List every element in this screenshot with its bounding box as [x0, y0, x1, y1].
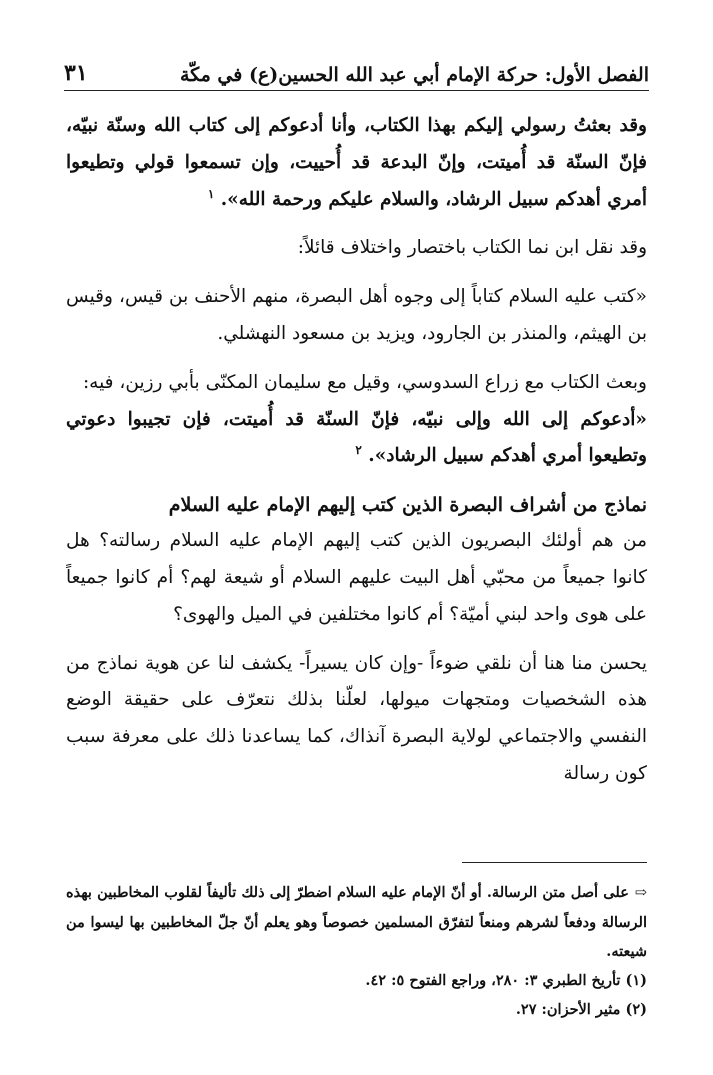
footnote-separator	[462, 862, 647, 863]
basra-recipients-question: من هم أولئك البصريون الذين كتب إليهم الإمام عليه السلام رسالته؟ هل كانوا جميعاً من محبّي أهل البيت عليهم السلام أو شيعة لهم؟ أم كانوا جميعاً على هوى واحد لبني أميّة؟ أم كانوا مختلفين في الميل والهوى؟	[66, 530, 647, 625]
letter-excerpt-paragraph	[66, 108, 647, 218]
section-heading: نماذج من أشراف البصرة الذين كتب إليهم الإمام عليه السلام	[168, 494, 647, 517]
main-text	[66, 108, 647, 793]
letter-recipients-paragraph: «كتب عليه السلام كتاباً إلى وجوه أهل البصرة، منهم الأحنف بن قيس، وقيس بن الهيثم، والمنذر بن الجارود، ويزيد بن مسعود النهشلي.	[66, 286, 647, 344]
page-number: ٣١	[64, 60, 88, 86]
letter-short-quote-text: «أدعوكم إلى الله وإلى نبيّه، فإنّ السنّة قد أُميتت، فإن تجيبوا دعوتي وتطيعوا أمري أهدكم سبيل الرشاد».	[66, 408, 647, 467]
footnote-ref-1: ١	[207, 186, 215, 201]
messenger-paragraph: وبعث الكتاب مع زراع السدوسي، وقيل مع سليمان المكنّى بأبي رزين، فيه:	[82, 371, 647, 393]
chapter-title: الفصل الأول: حركة الإمام أبي عبد الله الحسين(ع) في مكّة	[179, 64, 649, 86]
continuation-arrow-icon: ⇨	[634, 885, 647, 901]
footnote-continued-text: على أصل متن الرسالة. أو أنّ الإمام عليه السلام اضطرّ إلى ذلك تأليفاً لقلوب المخاطبين بهذه الرسالة ودفعاً لشرهم ومنعاً لتفرّق المسلمين خصوصاً وهو يعلم أنّ جلّ المخاطبين بها ليسوا من شيعته.	[66, 884, 647, 960]
analysis-paragraph: يحسن منا هنا أن نلقي ضوءاً -وإن كان يسيراً- يكشف لنا عن هوية نماذج من هذه الشخصيات ومتجهات ميولها، لعلّنا بذلك نتعرّف على حقيقة الوضع النفسي والاجتماعي لولاية البصرة آنذاك، كما يساعدنا ذلك على معرفة سبب كون رسالة	[66, 652, 647, 784]
footnote-continued	[66, 878, 647, 966]
footnote-ref-2: ٢	[355, 443, 362, 458]
letter-excerpt-text: وقد بعثتُ رسولي إليكم بهذا الكتاب، وأنا أدعوكم إلى كتاب الله وسنّة نبيّه، فإنّ السنّة قد أُميتت، وإنّ البدعة قد أُحييت، وإن تسمعوا قولي وتطيعوا أمري أهدكم سبيل الرشاد، والسلام عليكم ورحمة الله».	[66, 115, 647, 210]
footnotes	[66, 878, 647, 1024]
running-header	[64, 46, 649, 91]
ibn-nama-intro: وقد نقل ابن نما الكتاب باختصار واختلاف قائلاً:	[297, 237, 647, 259]
footnote-1: (١) تأريخ الطبري ٣: ٢٨٠، وراجع الفتوح ٥: ٤٢.	[365, 972, 647, 989]
letter-short-quote	[66, 402, 647, 476]
footnote-2: (٢) مثير الأحزان: ٢٧.	[515, 1001, 647, 1018]
